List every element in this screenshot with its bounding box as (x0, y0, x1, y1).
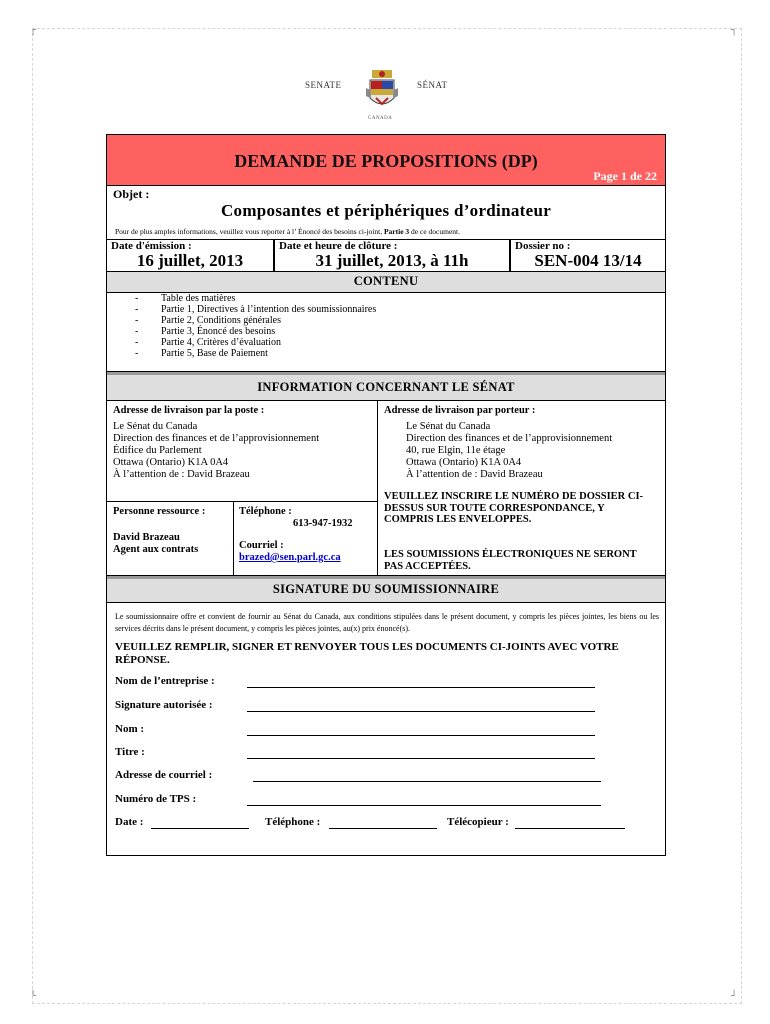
contents-heading: CONTENU (107, 271, 665, 293)
postal-line: Direction des finances et de l’approvisionnement (113, 433, 320, 444)
signature-instruction: VEUILLEZ REMPLIR, SIGNER ET RENVOYER TOUS LES DOCUMENTS CI-JOINTS AVEC VOTRE RÉPONSE. (115, 641, 619, 666)
fax-field[interactable] (515, 828, 625, 829)
authorized-signature-field[interactable] (247, 711, 595, 712)
rfp-title: DEMANDE DE PROPOSITIONS (DP) (234, 151, 538, 171)
list-item: - Partie 5, Base de Paiement (135, 348, 268, 359)
postal-line: Ottawa (Ontario) K1A 0A4 (113, 457, 229, 468)
subject-section (107, 185, 665, 240)
title-banner (107, 135, 665, 186)
senate-crest-icon (366, 68, 398, 118)
senate-header (0, 60, 770, 130)
courier-line: Ottawa (Ontario) K1A 0A4 (406, 457, 522, 468)
title-label: Titre : (115, 746, 145, 758)
file-number-cell (511, 239, 665, 271)
subject-title: Composantes et périphériques d’ordinateur (220, 201, 552, 220)
issue-date-value: 16 juillet, 2013 (136, 251, 244, 270)
email-address-label: Adresse de courriel : (115, 769, 213, 781)
list-item: - Partie 1, Directives à l’intention des soumissionnaires (135, 304, 377, 315)
issue-date-cell (107, 239, 275, 271)
closing-date-cell (275, 239, 511, 271)
email-label: Courriel : (239, 540, 284, 551)
postal-line: Édifice du Parlement (113, 445, 202, 456)
title-field[interactable] (247, 758, 595, 759)
contact-box (107, 501, 377, 582)
gst-number-field[interactable] (247, 805, 601, 806)
company-name-field[interactable] (247, 687, 595, 688)
courier-line: Direction des finances et de l’approvisionnement (406, 433, 613, 444)
name-label: Nom : (115, 723, 145, 735)
file-number-value: SEN-004 13/14 (534, 251, 642, 270)
fax-label: Télécopieur : (447, 816, 509, 828)
file-number-label: Dossier no : (515, 240, 571, 252)
issue-date-label: Date d'émission : (111, 240, 192, 252)
page-indicator: Page 1 de 22 (593, 169, 657, 183)
postal-address-label: Adresse de livraison par la poste : (113, 405, 265, 416)
postal-line: À l’attention de : David Brazeau (113, 469, 250, 480)
list-item: - Partie 3, Énoncé des besoins (135, 326, 276, 337)
name-field[interactable] (247, 735, 595, 736)
list-item: - Partie 4, Critères d’évaluation (135, 337, 281, 348)
contact-name: David Brazeau (113, 532, 180, 543)
bidder-statement: Le soumissionnaire offre et convient de fournir au Sénat du Canada, aux conditions stipulées dans le présent document, y compris les pièces jointes, les biens ou les services décrits dans le présent document, y compris les pièces jointes, au(x) prix énoncé(s). (115, 612, 659, 633)
subject-note: Pour de plus amples informations, veuillez vous reporter à l’ Énoncé des besoins ci-joint, Partie 3 de ce document. (115, 227, 460, 236)
company-name-label: Nom de l’entreprise : (115, 675, 215, 687)
corner-mark-top-left: ┌ (30, 25, 37, 36)
contact-label: Personne ressource : (113, 506, 206, 517)
email-address-field[interactable] (253, 781, 601, 782)
date-label: Date : (115, 816, 144, 828)
list-item: - Table des matières (135, 293, 236, 304)
courier-address-label: Adresse de livraison par porteur : (384, 405, 536, 416)
signature-phone-label: Téléphone : (265, 816, 321, 828)
corner-mark-bottom-left: └ (30, 991, 37, 1002)
courier-line: À l’attention de : David Brazeau (406, 469, 543, 480)
closing-date-value: 31 juillet, 2013, à 11h (315, 251, 469, 270)
closing-date-label: Date et heure de clôture : (279, 240, 398, 252)
phone-label: Téléphone : (239, 506, 292, 517)
postal-line: Le Sénat du Canada (113, 421, 198, 432)
phone-value: 613-947-1932 (293, 518, 353, 529)
courier-line: Le Sénat du Canada (406, 421, 491, 432)
postal-address-box (107, 401, 378, 581)
signature-phone-field[interactable] (329, 828, 437, 829)
list-item: - Partie 2, Conditions générales (135, 315, 281, 326)
senate-en-label: SENATE (305, 80, 342, 90)
dates-row (107, 239, 665, 272)
info-heading: INFORMATION CONCERNANT LE SÉNAT (107, 371, 665, 401)
senate-fr-label: SÉNAT (417, 80, 448, 90)
courier-address-box (378, 401, 665, 581)
corner-mark-top-right: ┐ (731, 25, 738, 36)
signature-heading: SIGNATURE DU SOUMISSIONNAIRE (107, 575, 665, 603)
electronic-warning: LES SOUMISSIONS ÉLECTRONIQUES NE SERONT PAS ACCEPTÉES. (384, 549, 637, 572)
date-field[interactable] (151, 828, 249, 829)
subject-label: Objet : (113, 187, 150, 201)
email-link[interactable]: brazed@sen.parl.gc.ca (239, 552, 341, 563)
corner-mark-bottom-right: ┘ (731, 991, 738, 1002)
contact-role: Agent aux contrats (113, 544, 199, 555)
authorized-signature-label: Signature autorisée : (115, 699, 213, 711)
file-number-warning: VEUILLEZ INSCRIRE LE NUMÉRO DE DOSSIER CI-DESSUS SUR TOUTE CORRESPONDANCE, Y COMPRIS LES ENVELOPPES. (384, 491, 644, 525)
courier-line: 40, rue Elgin, 11e étage (406, 445, 506, 456)
gst-number-label: Numéro de TPS : (115, 793, 197, 805)
rfp-form (106, 134, 666, 856)
canada-label: CANADA (368, 116, 393, 121)
